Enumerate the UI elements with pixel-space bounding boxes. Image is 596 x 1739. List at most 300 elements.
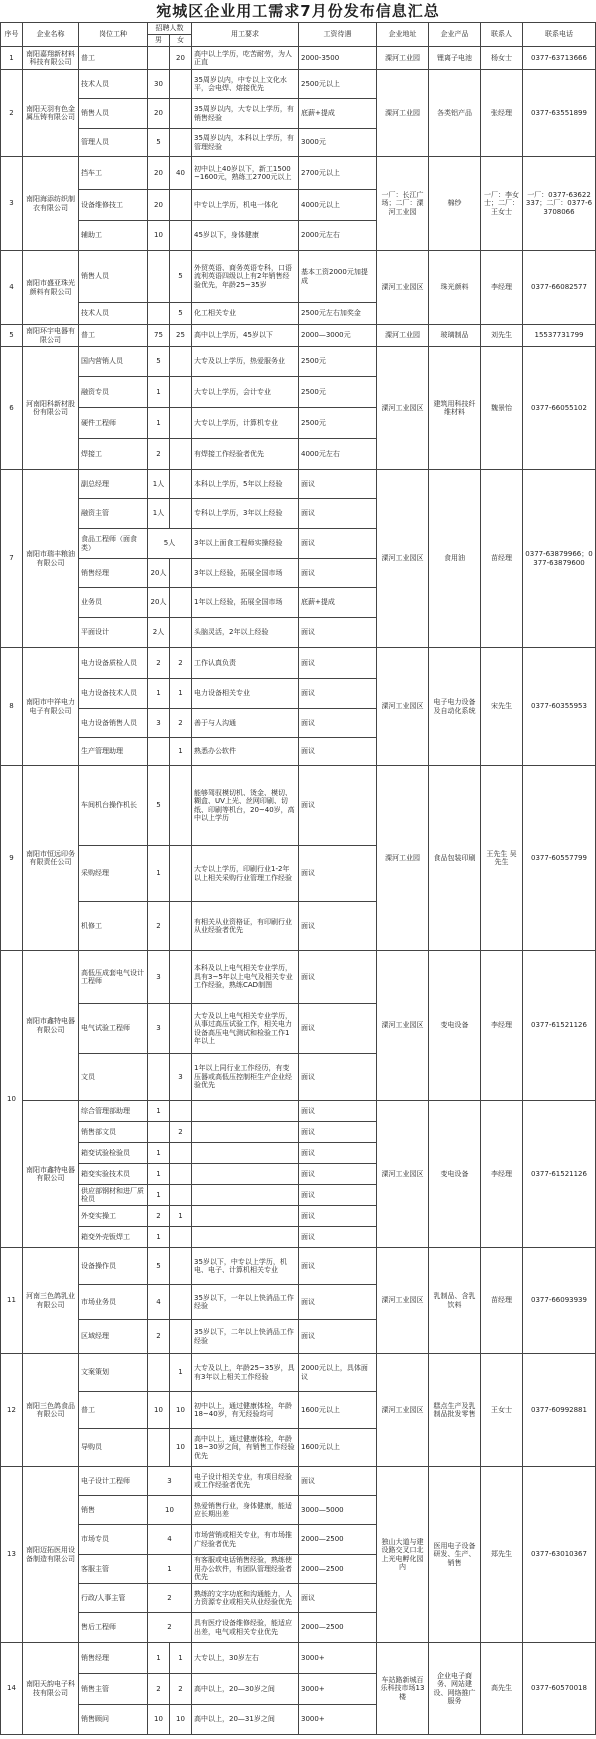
company-name: 南阳天韵电子科技有限公司 — [23, 1643, 79, 1735]
position: 区域经理 — [79, 1320, 148, 1354]
salary: 4000元以上 — [299, 190, 377, 221]
position: 销售经理 — [79, 1643, 148, 1674]
company-product: 珠光颜料 — [429, 251, 481, 325]
female-count — [170, 1248, 192, 1285]
row-number: 14 — [1, 1643, 23, 1735]
position: 销售顾问 — [79, 1705, 148, 1735]
female-count: 3 — [170, 1054, 192, 1101]
male-count: 1 — [148, 1643, 170, 1674]
company-product: 棉纱 — [429, 157, 481, 251]
requirement: 化工相关专业 — [192, 303, 299, 325]
salary: 底薪+提成 — [299, 588, 377, 618]
header-position: 岗位工种 — [79, 23, 148, 47]
contact-phone: 0377-60355953 — [523, 648, 596, 766]
position: 客服主管 — [79, 1555, 148, 1584]
requirement: 高中以上学历，45岁以下 — [192, 325, 299, 347]
row-number: 7 — [1, 470, 23, 648]
position: 挡车工 — [79, 157, 148, 190]
recruit-count: 2 — [148, 1613, 192, 1643]
company-product: 各类铝产品 — [429, 70, 481, 157]
requirement: 有焊接工作经验者优先 — [192, 439, 299, 470]
company-address: 溧河工业园区 — [377, 1248, 429, 1354]
company-product: 食用油 — [429, 470, 481, 648]
salary: 面议 — [299, 499, 377, 529]
requirement: 熟悉办公软件 — [192, 738, 299, 766]
contact-person: 苗经理 — [481, 1248, 523, 1354]
company-name: 南阳嘉翔新材料科技有限公司 — [23, 47, 79, 70]
female-count: 2 — [170, 1674, 192, 1705]
female-count — [170, 1164, 192, 1185]
position: 销售人员 — [79, 99, 148, 129]
row-number: 2 — [1, 70, 23, 157]
requirement: 35岁以下，一年以上快消品工作经验 — [192, 1285, 299, 1320]
salary: 面议 — [299, 1248, 377, 1285]
company-name: 河南三色鸽乳业有限公司 — [23, 1248, 79, 1354]
company-product: 电子电力设备及自动化系统 — [429, 648, 481, 766]
requirement: 外贸英语、商务英语专科，口语流利英语四级以上有2年销售经验优先，年龄25~35岁 — [192, 251, 299, 303]
contact-phone: 0377-63551899 — [523, 70, 596, 157]
requirement: 大专以上，30岁左右 — [192, 1643, 299, 1674]
male-count: 1 — [148, 377, 170, 408]
requirement: 35周岁以内，大专以上学历，有销售经验 — [192, 99, 299, 129]
requirement: 35周岁以内，中专以上文化水平，会电焊、熔接优先 — [192, 70, 299, 99]
salary: 面议 — [299, 1101, 377, 1122]
salary: 2000—2500 — [299, 1555, 377, 1584]
position: 供应部钢材和进厂质检员 — [79, 1185, 148, 1206]
position: 市场业务员 — [79, 1285, 148, 1320]
male-count: 1 — [148, 408, 170, 439]
female-count — [170, 1185, 192, 1206]
company-product: 变电设备 — [429, 1101, 481, 1248]
recruitment-table — [0, 22, 596, 1735]
row-number: 8 — [1, 648, 23, 766]
salary: 面议 — [299, 1584, 377, 1613]
salary: 面议 — [299, 1054, 377, 1101]
contact-person: 刘先生 — [481, 325, 523, 347]
requirement: 大专及以上，年龄25~35岁，具有3年以上相关工作经验 — [192, 1354, 299, 1392]
requirement: 工作认真负责 — [192, 648, 299, 679]
female-count — [170, 588, 192, 618]
requirement: 高中以上，20—30岁之间 — [192, 1674, 299, 1705]
female-count: 1 — [170, 1643, 192, 1674]
female-count — [170, 1285, 192, 1320]
header-company: 企业名称 — [23, 23, 79, 47]
position: 技术人员 — [79, 303, 148, 325]
position: 生产管理助理 — [79, 738, 148, 766]
company-address: 溧河工业园区 — [377, 951, 429, 1101]
position: 国内营销人员 — [79, 347, 148, 377]
company-name: 南阳天羽有色金属压铸有限公司 — [23, 70, 79, 157]
position: 箱变外壳钣焊工 — [79, 1227, 148, 1248]
male-count: 2 — [148, 439, 170, 470]
salary: 面议 — [299, 559, 377, 588]
position: 硬件工程师 — [79, 408, 148, 439]
male-count: 30 — [148, 70, 170, 99]
male-count: 2人 — [148, 618, 170, 648]
position: 销售主管 — [79, 1674, 148, 1705]
contact-phone: 15537731799 — [523, 325, 596, 347]
position: 管理人员 — [79, 129, 148, 157]
header-phone: 联系电话 — [523, 23, 596, 47]
requirement: 初中以上，通过健康体检，年龄18~40岁，有无经验均可 — [192, 1392, 299, 1429]
requirement: 35岁以下，二年以上快消品工作经验 — [192, 1320, 299, 1354]
female-count: 20 — [170, 47, 192, 70]
salary: 面议 — [299, 1467, 377, 1496]
contact-phone: 0377-63713666 — [523, 47, 596, 70]
female-count — [170, 99, 192, 129]
company-address: 一厂：长江广场；二厂：溧河工业园 — [377, 157, 429, 251]
requirement: 1年以上经验，拓展全国市场 — [192, 588, 299, 618]
salary: 面议 — [299, 709, 377, 738]
male-count: 10 — [148, 1392, 170, 1429]
requirement: 高中以上，20—31岁之间 — [192, 1705, 299, 1735]
salary: 面议 — [299, 1206, 377, 1227]
salary: 面议 — [299, 679, 377, 709]
male-count: 1 — [148, 1185, 170, 1206]
position: 文案策划 — [79, 1354, 148, 1392]
position: 技术人员 — [79, 70, 148, 99]
salary: 2000—2500 — [299, 1525, 377, 1555]
company-product: 医用电子设备研发、生产、销售 — [429, 1467, 481, 1643]
company-name: 南阳市中祥电力电子有限公司 — [23, 648, 79, 766]
female-count — [170, 470, 192, 499]
position: 综合管理部助理 — [79, 1101, 148, 1122]
company-address: 溧河工业园区 — [377, 1101, 429, 1248]
header-male: 男 — [148, 35, 170, 47]
male-count: 2 — [148, 648, 170, 679]
company-product: 锂离子电池 — [429, 47, 481, 70]
contact-person: 张经理 — [481, 70, 523, 157]
position: 设备维修技工 — [79, 190, 148, 221]
male-count: 1 — [148, 1101, 170, 1122]
salary: 面议 — [299, 1285, 377, 1320]
contact-phone: 0377-61521126 — [523, 1101, 596, 1248]
salary: 3000—5000 — [299, 1496, 377, 1525]
contact-phone: 0377-63010367 — [523, 1467, 596, 1643]
male-count: 20 — [148, 190, 170, 221]
male-count: 75 — [148, 325, 170, 347]
female-count — [170, 1004, 192, 1054]
male-count: 2 — [148, 902, 170, 951]
company-address: 溧河工业园 — [377, 766, 429, 951]
male-count: 10 — [148, 221, 170, 251]
company-name: 南阳市盛亚珠光颜料有限公司 — [23, 251, 79, 325]
contact-phone: 0377-66055102 — [523, 347, 596, 470]
salary: 面议 — [299, 529, 377, 559]
row-number: 12 — [1, 1354, 23, 1467]
company-address: 溧河工业园 — [377, 325, 429, 347]
position: 外变实操工 — [79, 1206, 148, 1227]
contact-person: 苗经理 — [481, 470, 523, 648]
row-number: 5 — [1, 325, 23, 347]
position: 融资主管 — [79, 499, 148, 529]
female-count: 2 — [170, 709, 192, 738]
female-count — [170, 190, 192, 221]
contact-person: 郑先生 — [481, 1467, 523, 1643]
female-count: 2 — [170, 648, 192, 679]
requirement: 3年以上经验，拓展全国市场 — [192, 559, 299, 588]
position: 普工 — [79, 47, 148, 70]
male-count — [148, 1054, 170, 1101]
contact-person: 李经理 — [481, 251, 523, 325]
contact-person: 李经理 — [481, 951, 523, 1101]
male-count: 1 — [148, 1143, 170, 1164]
contact-phone: 0377-60992881 — [523, 1354, 596, 1467]
position: 融资专员 — [79, 377, 148, 408]
company-name: 河南阳科新材股份有限公司 — [23, 347, 79, 470]
row-number: 4 — [1, 251, 23, 325]
female-count: 10 — [170, 1392, 192, 1429]
row-number: 1 — [1, 47, 23, 70]
company-address: 溧河工业园区 — [377, 347, 429, 470]
salary: 3000+ — [299, 1705, 377, 1735]
requirement: 善于与人沟通 — [192, 709, 299, 738]
position: 电子设计工程师 — [79, 1467, 148, 1496]
contact-phone: 0377-60557799 — [523, 766, 596, 951]
position: 采购经理 — [79, 846, 148, 902]
position: 销售经理 — [79, 559, 148, 588]
position: 辅助工 — [79, 221, 148, 251]
contact-person: 李经理 — [481, 1101, 523, 1248]
requirement — [192, 1101, 299, 1122]
female-count — [170, 1320, 192, 1354]
contact-phone: 一厂：0377-63622337；二厂：0377-63708066 — [523, 157, 596, 251]
male-count: 1 — [148, 1227, 170, 1248]
male-count: 3 — [148, 1004, 170, 1054]
company-name: 南阳市瑞丰粮油有限公司 — [23, 470, 79, 648]
male-count: 20人 — [148, 588, 170, 618]
salary: 1600元以上 — [299, 1429, 377, 1467]
contact-person: 一厂：李女士；二厂：王女士 — [481, 157, 523, 251]
header-contact: 联系人 — [481, 23, 523, 47]
salary: 面议 — [299, 1143, 377, 1164]
salary: 底薪+提成 — [299, 99, 377, 129]
salary: 面议 — [299, 766, 377, 846]
salary: 2500元左右加奖金 — [299, 303, 377, 325]
position: 食品工程师（面食类） — [79, 529, 148, 559]
female-count: 1 — [170, 1354, 192, 1392]
male-count: 1人 — [148, 499, 170, 529]
row-number: 9 — [1, 766, 23, 951]
position: 普工 — [79, 325, 148, 347]
position: 普工 — [79, 1392, 148, 1429]
salary: 2000元左右 — [299, 221, 377, 251]
salary: 面议 — [299, 738, 377, 766]
position: 电力设备技术人员 — [79, 679, 148, 709]
recruit-count: 10 — [148, 1496, 192, 1525]
salary: 3000元 — [299, 129, 377, 157]
male-count: 3 — [148, 951, 170, 1004]
requirement: 大专以上学历，会计专业 — [192, 377, 299, 408]
salary: 2500元以上 — [299, 70, 377, 99]
female-count: 1 — [170, 1206, 192, 1227]
position: 市场专员 — [79, 1525, 148, 1555]
female-count — [170, 951, 192, 1004]
requirement: 35周岁以内，本科以上学历，有管理经验 — [192, 129, 299, 157]
salary: 面议 — [299, 951, 377, 1004]
recruit-count: 1 — [148, 1555, 192, 1584]
salary: 面议 — [299, 1227, 377, 1248]
requirement — [192, 1227, 299, 1248]
female-count: 10 — [170, 1429, 192, 1467]
female-count — [170, 559, 192, 588]
female-count — [170, 439, 192, 470]
salary: 2000-3500 — [299, 47, 377, 70]
female-count — [170, 1101, 192, 1122]
requirement: 3年以上面食工程师实操经验 — [192, 529, 299, 559]
header-female: 女 — [170, 35, 192, 47]
salary: 2500元 — [299, 408, 377, 439]
position: 箱变试验检验员 — [79, 1143, 148, 1164]
company-name: 南阳迈拓医用设备制造有限公司 — [23, 1467, 79, 1643]
salary: 基本工资2000元加提成 — [299, 251, 377, 303]
requirement: 35岁以下，中专以上学历，机电、电子、计算机相关专业 — [192, 1248, 299, 1285]
male-count: 20 — [148, 99, 170, 129]
requirement — [192, 1164, 299, 1185]
position: 导购员 — [79, 1429, 148, 1467]
company-product: 乳制品、含乳饮料 — [429, 1248, 481, 1354]
requirement: 有客服或电话销售经验，熟练使用办公软件，有团队管理经验者优先 — [192, 1555, 299, 1584]
company-product: 企业电子商务、网站建设、网络推广服务 — [429, 1643, 481, 1735]
requirement — [192, 1122, 299, 1143]
female-count — [170, 129, 192, 157]
requirement: 热爱销售行业，身体健康，能适应长期出差 — [192, 1496, 299, 1525]
company-name: 南阳海添纺织制衣有限公司 — [23, 157, 79, 251]
requirement: 具有医疗设备维修经验，能适应出差，电气或相关专业优先 — [192, 1613, 299, 1643]
position: 电力设备质检人员 — [79, 648, 148, 679]
salary: 2000—2500 — [299, 1613, 377, 1643]
salary: 2000元以上，具体面议 — [299, 1354, 377, 1392]
row-number: 3 — [1, 157, 23, 251]
male-count: 2 — [148, 1206, 170, 1227]
salary: 4000元左右 — [299, 439, 377, 470]
requirement: 有相关从业资格证，有印刷行业从业经验者优先 — [192, 902, 299, 951]
company-product: 变电设备 — [429, 951, 481, 1101]
company-product: 食品包装印刷 — [429, 766, 481, 951]
salary: 面议 — [299, 846, 377, 902]
position: 销售部文员 — [79, 1122, 148, 1143]
male-count: 1 — [148, 846, 170, 902]
contact-phone: 0377-60570018 — [523, 1643, 596, 1735]
salary: 面议 — [299, 470, 377, 499]
position: 销售人员 — [79, 251, 148, 303]
row-number: 6 — [1, 347, 23, 470]
company-product: 玻璃制品 — [429, 325, 481, 347]
position: 高低压成套电气设计工程师 — [79, 951, 148, 1004]
contact-person: 宋先生 — [481, 648, 523, 766]
male-count: 4 — [148, 1285, 170, 1320]
row-number: 11 — [1, 1248, 23, 1354]
salary: 面议 — [299, 1122, 377, 1143]
male-count: 1人 — [148, 470, 170, 499]
requirement: 电子设计相关专业，有项目经验或工作经验者优先 — [192, 1467, 299, 1496]
female-count — [170, 846, 192, 902]
male-count: 5 — [148, 1248, 170, 1285]
salary: 面议 — [299, 902, 377, 951]
female-count: 2 — [170, 1122, 192, 1143]
female-count — [170, 902, 192, 951]
requirement: 1年以上同行业工作经历，有变压器或高低压控制柜生产企业经验优先 — [192, 1054, 299, 1101]
company-address: 溧河工业园区 — [377, 648, 429, 766]
female-count — [170, 618, 192, 648]
salary: 3000+ — [299, 1674, 377, 1705]
requirement: 初中以上40岁以下，新工1500~1600元，熟练工2700元以上 — [192, 157, 299, 190]
requirement: 中专以上学历，机电一体化 — [192, 190, 299, 221]
salary: 2500元 — [299, 377, 377, 408]
male-count — [148, 738, 170, 766]
female-count: 1 — [170, 738, 192, 766]
contact-person: 杨女士 — [481, 47, 523, 70]
salary: 3000+ — [299, 1643, 377, 1674]
requirement: 大专及以上学历，热爱服务业 — [192, 347, 299, 377]
female-count — [170, 499, 192, 529]
contact-person: 高先生 — [481, 1643, 523, 1735]
contact-phone: 0377-66093939 — [523, 1248, 596, 1354]
company-product: 糕点生产及乳制品批发零售 — [429, 1354, 481, 1467]
position: 业务员 — [79, 588, 148, 618]
female-count: 5 — [170, 251, 192, 303]
requirement: 45岁以下，身体健康 — [192, 221, 299, 251]
male-count — [148, 1429, 170, 1467]
header-address: 企业地址 — [377, 23, 429, 47]
male-count: 5 — [148, 766, 170, 846]
company-name: 南阳三色鸽食品有限公司 — [23, 1354, 79, 1467]
header-salary: 工资待遇 — [299, 23, 377, 47]
position: 车间机台操作机长 — [79, 766, 148, 846]
header-no: 序号 — [1, 23, 23, 47]
page-title: 宛城区企业用工需求7月份发布信息汇总 — [156, 2, 440, 20]
male-count — [148, 303, 170, 325]
male-count — [148, 251, 170, 303]
position: 销售 — [79, 1496, 148, 1525]
salary: 1600元以上 — [299, 1392, 377, 1429]
salary: 面议 — [299, 648, 377, 679]
company-name: 南阳市鑫特电器有限公司 — [23, 1101, 79, 1248]
salary: 面议 — [299, 618, 377, 648]
requirement: 市场营销或相关专业，有市场推广经验者优先 — [192, 1525, 299, 1555]
contact-phone: 0377-63879966；0377-63879600 — [523, 470, 596, 648]
contact-person: 王先生 吴先生 — [481, 766, 523, 951]
requirement: 大专以上学历，计算机专业 — [192, 408, 299, 439]
contact-phone: 0377-61521126 — [523, 951, 596, 1101]
male-count — [148, 1354, 170, 1392]
company-name: 南阳环宇电器有限公司 — [23, 325, 79, 347]
requirement: 电力设备相关专业 — [192, 679, 299, 709]
position: 售后工程师 — [79, 1613, 148, 1643]
male-count: 20人 — [148, 559, 170, 588]
position: 机修工 — [79, 902, 148, 951]
contact-person: 魏景怡 — [481, 347, 523, 470]
position: 电力设备销售人员 — [79, 709, 148, 738]
requirement: 熟练的文字功底和沟通能力，人力资源专业或相关从业经验优先 — [192, 1584, 299, 1613]
male-count: 2 — [148, 1320, 170, 1354]
company-address: 车站路新城百乐科技市场13楼 — [377, 1643, 429, 1735]
requirement: 高中以上学历，吃苦耐劳，为人正直 — [192, 47, 299, 70]
company-address: 溧河工业园 — [377, 70, 429, 157]
requirement: 大专以上学历，印刷行业1-2年以上相关采购行业管理工作经验 — [192, 846, 299, 902]
female-count — [170, 221, 192, 251]
header-requirement: 用工要求 — [192, 23, 299, 47]
position: 平面设计 — [79, 618, 148, 648]
male-count: 2 — [148, 1674, 170, 1705]
company-address: 独山大道与建设路交叉口北上光电孵化园内 — [377, 1467, 429, 1643]
contact-phone: 0377-66082577 — [523, 251, 596, 325]
company-name: 南阳市恒远印务有限责任公司 — [23, 766, 79, 951]
position: 副总经理 — [79, 470, 148, 499]
requirement — [192, 1206, 299, 1227]
male-count: 1 — [148, 679, 170, 709]
position: 行政/人事主管 — [79, 1584, 148, 1613]
